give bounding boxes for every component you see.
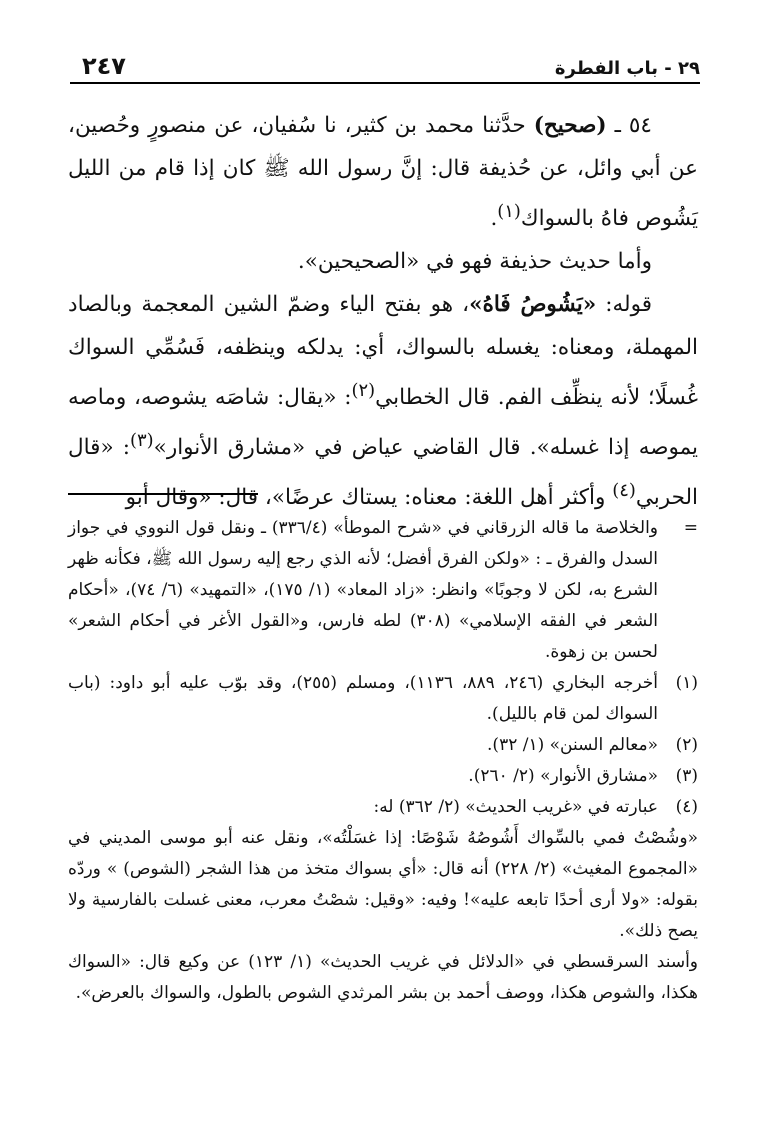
main-text xyxy=(68,104,698,520)
footnote-mark: (٢) xyxy=(675,735,698,755)
hadith-grade: (صحيح) xyxy=(533,113,607,138)
footnote-ref-2[interactable]: (٢) xyxy=(351,380,376,402)
footnote-ref-4[interactable]: (٤) xyxy=(612,480,636,502)
footnote-ref-3[interactable]: (٣) xyxy=(130,430,154,452)
footnote-2 xyxy=(68,730,698,761)
footnote-ref-1[interactable]: (١) xyxy=(497,201,521,222)
footnote-text: «معالم السنن» (١/ ٣٢). xyxy=(487,735,658,755)
commentary-text-c: : «قال الحربي xyxy=(68,435,698,511)
footnote-4-isnad: وأسند السرقسطي في «الدلائل في غريب الحديث» (١/ ١٢٣) عن وكيع قال: «السواك هكذا، والشوص هكذا، ووصف أحمد بن بشر المرثدي الشوص بالطول، والسواك بالعرض». xyxy=(68,952,698,1003)
footnote-mark: (٤) xyxy=(675,797,698,817)
commentary-text-d: وأكثر أهل اللغة: معناه: يستاك عرضًا»، قال: «وقال أبو xyxy=(125,485,613,511)
page-number: ٢٤٧ xyxy=(82,52,126,80)
footnote-continuation xyxy=(68,513,698,668)
hadith-number: ٥٤ ـ xyxy=(614,113,652,138)
page-header xyxy=(70,48,700,84)
footnote-mark: (١) xyxy=(675,673,698,693)
continuation-text: والخلاصة ما قاله الزرقاني في «شرح الموطأ» (٣٣٦/٤) ـ ونقل قول النووي في جواز السدل والفرق ـ : «ولكن الفرق أفضل؛ لأنه الذي رجع إليه رسول الله ﷺ، فكأنه ظهر الشرع به، لكن لا وجوبًا» وانظر: «زاد المعاد» (١/ ١٧٥)، «التمهيد» (٦/ ٧٤)، «أحكام الشعر في الفقه الإسلامي» (٣٠٨) لطه فارس، و«القول الأغر في أحكام الشعر» لحسن بن زهوة. xyxy=(68,518,658,662)
footnote-3 xyxy=(68,761,698,792)
quote-intro: قوله: xyxy=(605,292,652,318)
commentary-text-a: ، هو بفتح الياء وضمّ الشين المعجمة وبالصاد المهملة، ومعناه: يغسله بالسواك، أي: يدلكه وينظفه، فَسُمِّي السواك غُسلًا؛ لأنه ينظِّف الفم. قال الخطابي xyxy=(68,292,698,411)
hadith-end: . xyxy=(490,206,498,232)
footnote-1 xyxy=(68,668,698,730)
footnote-4-quote: «وشُصْتُ فمي بالسِّواك أَشُوصُهُ شَوْصًا: إذا غسَلْتُه»، ونقل عنه أبو موسى المديني في «المجموع المغيث» (٢/ ٢٢٨) أنه قال: «أي بسواك متخذ من هذا الشجر (الشوص) » وردّه بقوله: «ولا أرى أحدًا تابعه عليه»! وفيه: «وقيل: شصْتُ معرب، معنى غسلت بالفارسية ولا يصح ذلك». xyxy=(68,828,698,941)
hadith-text: حدَّثنا محمد بن كثير، نا سُفيان، عن منصورٍ وحُصين، عن أبي وائل، عن حُذيفة قال: إنَّ رسول الله ﷺ كان إذا قام من الليل يَشُوص فاهُ بالسواك xyxy=(68,113,698,232)
footnote-4 xyxy=(68,792,698,823)
continuation-mark: = xyxy=(683,518,698,538)
footnotes xyxy=(68,513,698,1009)
commentary-paragraph-2 xyxy=(68,283,698,519)
commentary-paragraph-1: وأما حديث حذيفة فهو في «الصحيحين». xyxy=(297,249,652,275)
footnote-text: أخرجه البخاري (٢٤٦، ٨٨٩، ١١٣٦)، ومسلم (٢٥٥)، وقد بوّب عليه أبو داود: (باب السواك لمن قام بالليل). xyxy=(68,673,658,724)
footnote-mark: (٣) xyxy=(675,766,698,786)
commentary-text-b: : «يقال: شاصَه يشوصه، وماصه يموصه إذا غسله». قال القاضي عياض في «مشارق الأنوار» xyxy=(68,385,698,461)
chapter-title: ٢٩ - باب الفطرة xyxy=(554,58,700,79)
footnote-separator xyxy=(68,493,258,495)
footnote-text: عبارته في «غريب الحديث» (٢/ ٣٦٢) له: xyxy=(373,797,658,817)
quoted-term: «يَشُوصُ فَاهُ» xyxy=(469,292,597,318)
hadith-paragraph xyxy=(68,104,698,240)
header-rule xyxy=(70,82,700,84)
footnote-text: «مشارق الأنوار» (٢/ ٢٦٠). xyxy=(468,766,658,786)
